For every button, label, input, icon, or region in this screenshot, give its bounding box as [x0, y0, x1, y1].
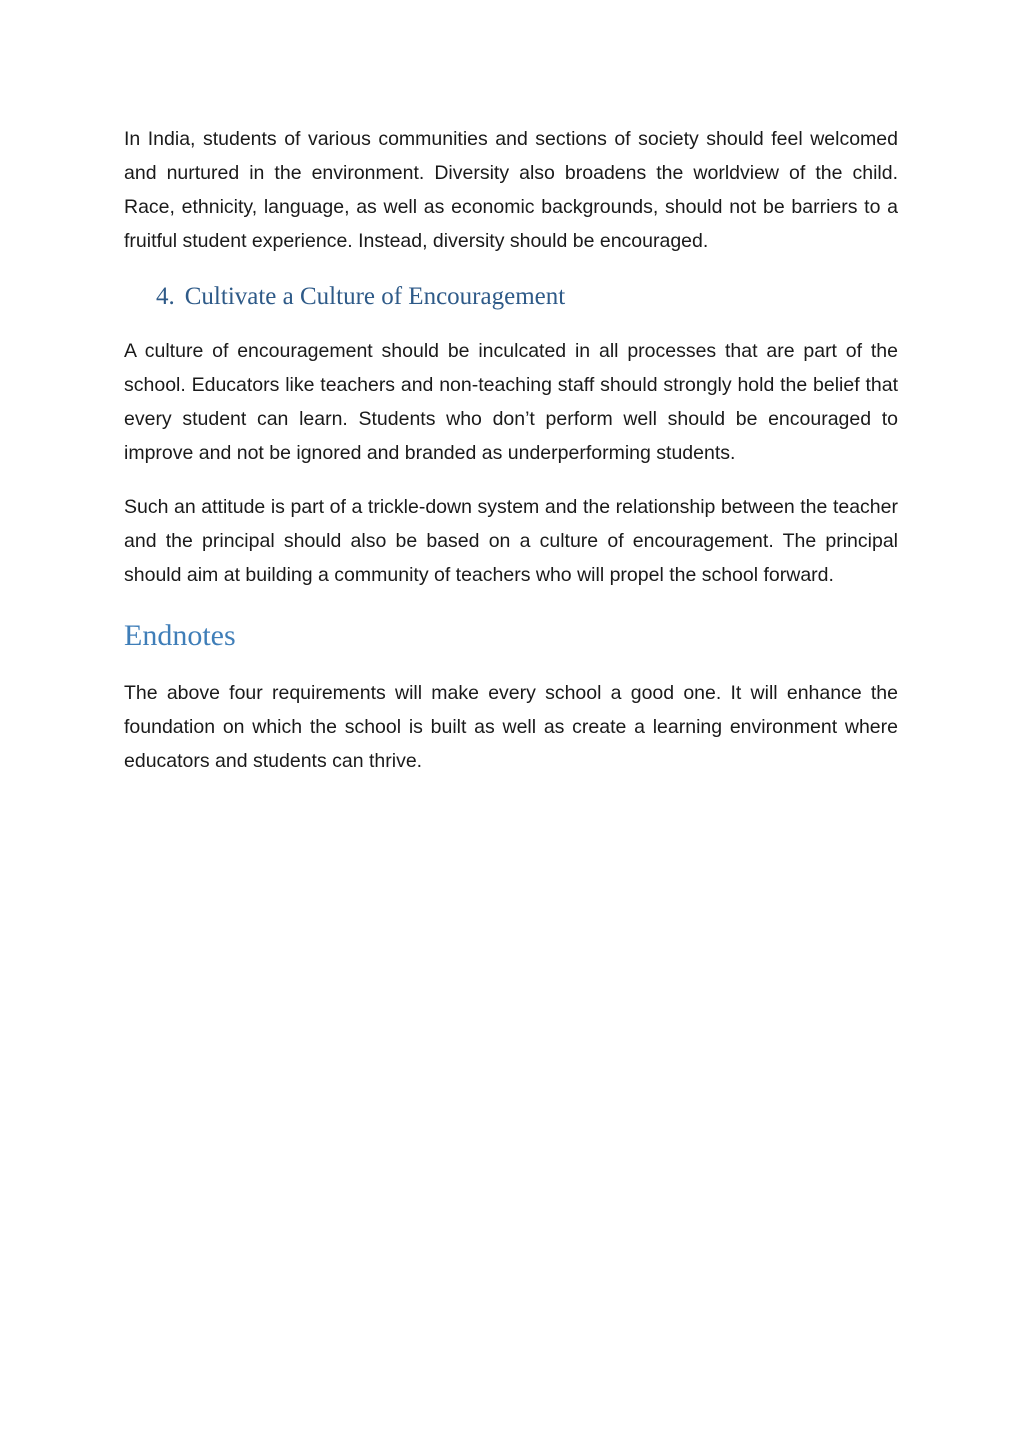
page-content: [124, 122, 898, 778]
endnotes-heading: Endnotes: [124, 619, 236, 652]
paragraph-endnotes: The above four requirements will make every school a good one. It will enhance the foundation on which the school is built as well as create a learning environment where educators and students can thrive.: [124, 682, 898, 772]
paragraph-trickle-down: Such an attitude is part of a trickle-down system and the relationship between the teacher and the principal should also be based on a culture of encouragement. The principal should aim at building a community of teachers who will propel the school forward.: [124, 496, 898, 586]
paragraph-diversity: In India, students of various communities and sections of society should feel welcomed and nurtured in the environment. Diversity also broadens the worldview of the child. Race, ethnicity, language, as well as economic backgrounds, should not be barriers to a fruitful student experience. Instead, diversity should be encouraged.: [124, 128, 898, 252]
section-number: 4.: [156, 283, 175, 310]
paragraph-culture-of-encouragement: A culture of encouragement should be inculcated in all processes that are part of the school. Educators like teachers and non-teaching staff should strongly hold the belief that every student can learn. Students who don’t perform well should be encouraged to improve and not be ignored and branded as underperforming students.: [124, 340, 898, 464]
section-heading-encouragement: [156, 280, 898, 314]
section-title: Cultivate a Culture of Encouragement: [184, 283, 566, 310]
